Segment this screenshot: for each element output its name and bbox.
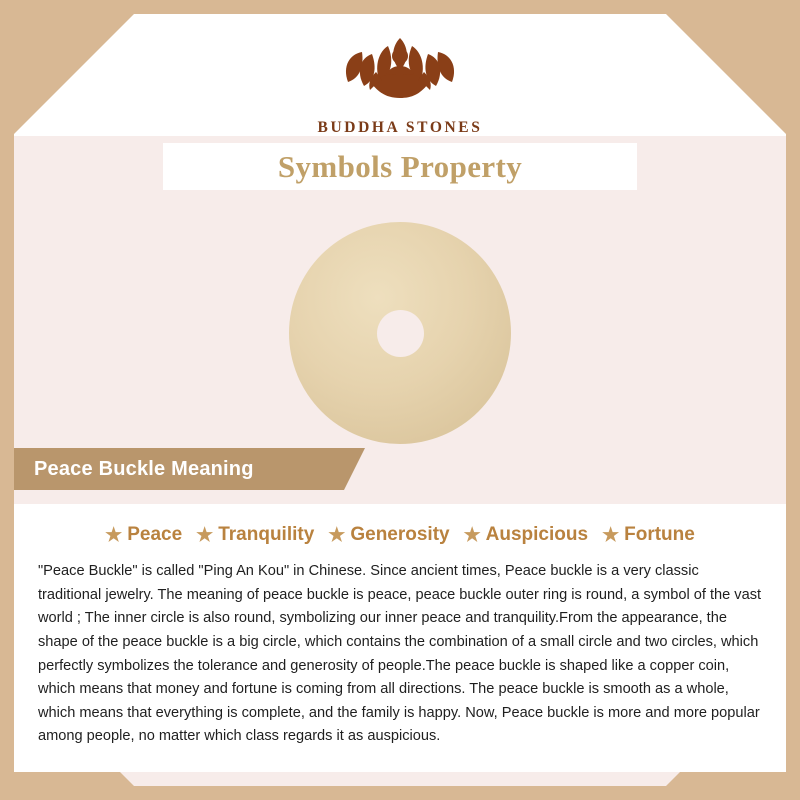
star-icon: ★ xyxy=(463,524,481,546)
frame-border-bottom xyxy=(0,786,800,800)
content-panel xyxy=(14,504,786,772)
keyword-label: Auspicious xyxy=(485,524,589,545)
star-icon: ★ xyxy=(328,524,346,546)
brand-logo xyxy=(0,20,800,137)
keyword-list xyxy=(14,504,786,546)
page-title: Symbols Property xyxy=(277,149,523,184)
keyword-item xyxy=(196,524,314,546)
peace-buckle-disc-icon xyxy=(289,222,511,444)
lotus-meditation-icon xyxy=(320,99,480,116)
keyword-label: Generosity xyxy=(350,524,450,545)
brand-name: BUDDHA STONES xyxy=(317,119,483,136)
keyword-item xyxy=(328,524,449,546)
star-icon: ★ xyxy=(105,524,123,546)
keyword-item xyxy=(105,524,182,546)
product-image xyxy=(0,222,800,444)
keyword-item xyxy=(464,524,588,546)
keyword-label: Tranquility xyxy=(218,524,315,545)
description-text: "Peace Buckle" is called "Ping An Kou" in Chinese. Since ancient times, Peace buckle is a very classic traditional jewelry. The meaning of peace buckle is peace, peace buckle outer ring is round, a symbol of the vast world ; The inner circle is also round, symbolizing our inner peace and tranquility.From the appearance, the shape of the peace buckle is a big circle, which contains the combination of a small circle and two circles, which perfectly symbolizes the tolerance and generosity of people.The peace buckle is shaped like a copper coin, which means that money and fortune is coming from all directions. The peace buckle is smooth as a whole, which means that everything is complete, and the family is happy. Now, Peace buckle is more and more popular among people, no matter which class regards it as auspicious. xyxy=(38,563,762,745)
star-icon: ★ xyxy=(196,524,214,546)
keyword-label: Peace xyxy=(127,524,183,545)
keyword-item xyxy=(602,524,695,546)
frame-border-top xyxy=(0,0,800,14)
star-icon: ★ xyxy=(602,524,620,546)
keyword-label: Fortune xyxy=(624,524,695,545)
section-banner xyxy=(14,448,344,490)
section-banner-label: Peace Buckle Meaning xyxy=(34,457,254,480)
disc-inner-hole xyxy=(377,310,424,357)
title-banner xyxy=(163,143,637,190)
